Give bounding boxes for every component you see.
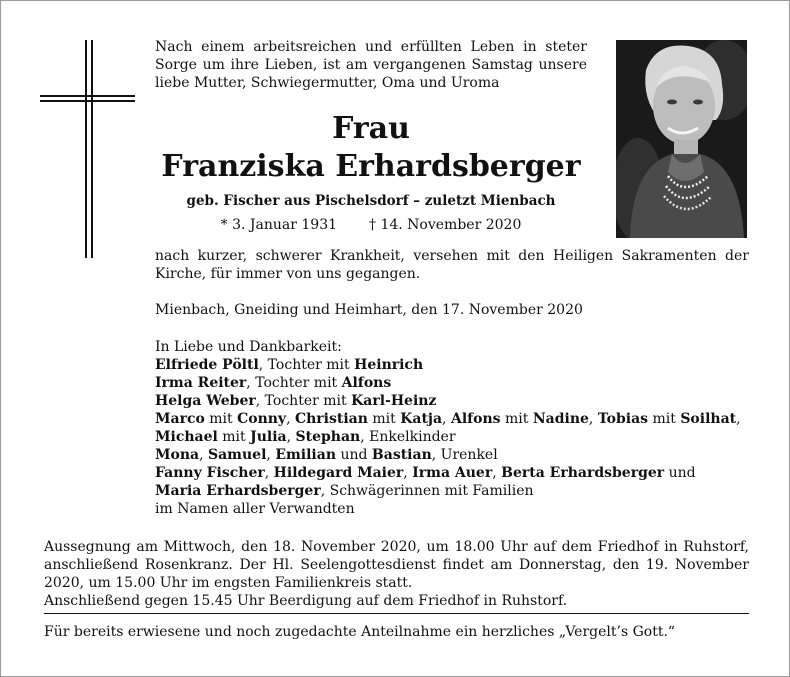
thanks-line: Für bereits erwiesene und noch zugedachte Anteilnahme ein herzliches „Vergelt’s Gott.“ (44, 624, 676, 640)
cross-icon (40, 40, 135, 258)
mourners-block (155, 338, 749, 518)
burial-text: Anschließend gegen 15.45 Uhr Beerdigung auf dem Friedhof in Ruhstorf. (44, 593, 568, 609)
mourner-line: Elfriede Pöltl, Tochter mit Heinrich (155, 357, 424, 373)
mourner-line: Irma Reiter, Tochter mit Alfons (155, 375, 392, 391)
origin-line: geb. Fischer aus Pischelsdorf – zuletzt Mienbach (186, 193, 556, 209)
portrait-photo (616, 40, 747, 238)
salutation: Frau (332, 111, 410, 146)
death-date: † 14. November 2020 (369, 217, 522, 233)
deceased-name: Franziska Erhardsberger (161, 149, 581, 184)
intro-text: Nach einem arbeitsreichen und erfüllten Leben in steter Sorge um ihre Lieben, ist am vergangenen Samstag unsere liebe Mutter, Schwiegermutter, Oma und Uroma (155, 39, 587, 91)
life-dates (155, 216, 587, 234)
mourner-line: Helga Weber, Tochter mit Karl-Heinz (155, 393, 437, 409)
service-details (44, 538, 749, 610)
divider (44, 613, 749, 614)
mourners-heading: In Liebe und Dankbarkeit: (155, 339, 342, 355)
mourner-line: Michael mit Julia, Stephan, Enkelkinder (155, 429, 456, 445)
mourner-line: Mona, Samuel, Emilian und Bastian, Urenkel (155, 447, 498, 463)
service-text: Aussegnung am Mittwoch, den 18. November 2020, um 18.00 Uhr auf dem Friedhof in Ruhstorf, anschließend Rosenkranz. Der Hl. Seelengottesdienst findet am Donnerstag, den 19. November 2020, um 15.00 Uhr im engsten Familienkreis statt. (44, 539, 749, 591)
mourner-line: Maria Erhardsberger, Schwägerinnen mit Familien (155, 483, 534, 499)
passing-text: nach kurzer, schwerer Krankheit, versehen mit den Heiligen Sakramenten der Kirche, für immer von uns gegangen. (155, 248, 749, 282)
place-date-line: Mienbach, Gneiding und Heimhart, den 17. November 2020 (155, 302, 583, 318)
mourners-closing: im Namen aller Verwandten (155, 501, 355, 517)
mourner-line: Marco mit Conny, Christian mit Katja, Alfons mit Nadine, Tobias mit Soilhat, (155, 411, 741, 427)
birth-date: * 3. Januar 1931 (220, 217, 338, 233)
mourner-line: Fanny Fischer, Hildegard Maier, Irma Auer, Berta Erhardsberger und (155, 465, 696, 481)
